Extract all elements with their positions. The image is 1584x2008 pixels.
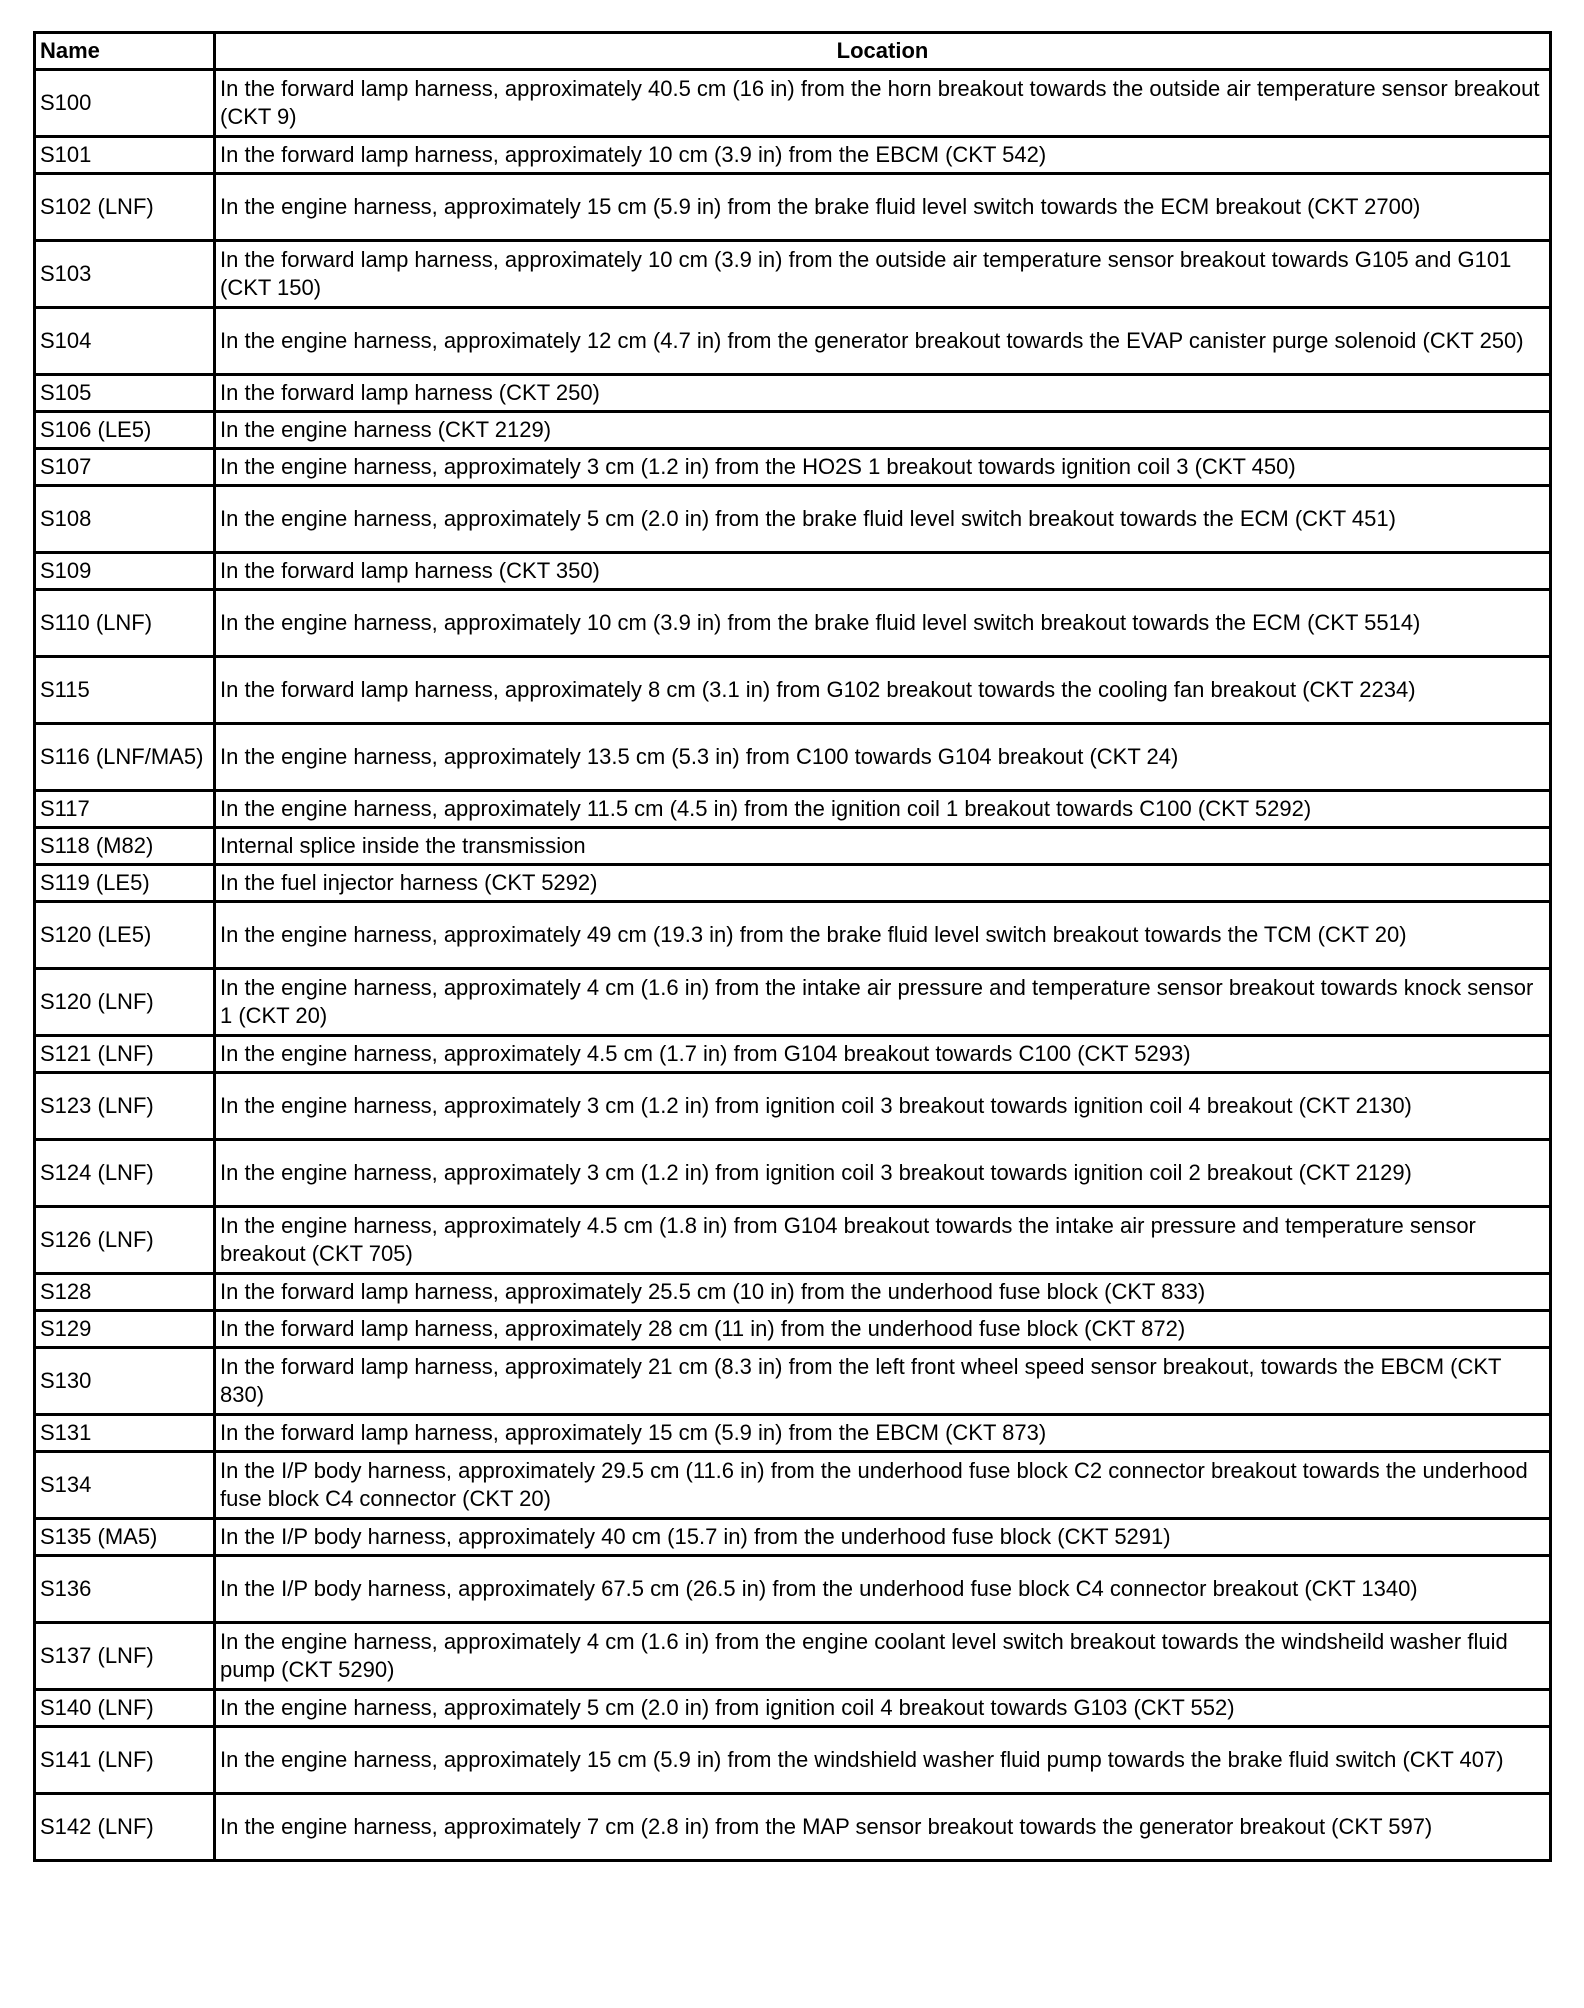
splice-location: In the forward lamp harness, approximately 25.5 cm (10 in) from the underhood fuse block (CKT 833) [215, 1274, 1551, 1311]
splice-location: In the engine harness, approximately 4.5 cm (1.8 in) from G104 breakout towards the intake air pressure and temperature sensor breakout (CKT 705) [215, 1207, 1551, 1274]
splice-name: S102 (LNF) [35, 174, 215, 241]
splice-name: S104 [35, 308, 215, 375]
splice-location: In the I/P body harness, approximately 29.5 cm (11.6 in) from the underhood fuse block C2 connector breakout towards the underhood fuse block C4 connector (CKT 20) [215, 1452, 1551, 1519]
splice-location: In the engine harness, approximately 5 cm (2.0 in) from the brake fluid level switch breakout towards the ECM (CKT 451) [215, 486, 1551, 553]
splice-location: In the forward lamp harness, approximately 28 cm (11 in) from the underhood fuse block (CKT 872) [215, 1311, 1551, 1348]
splice-location: In the engine harness, approximately 4 cm (1.6 in) from the intake air pressure and temperature sensor breakout towards knock sensor 1 (CKT 20) [215, 969, 1551, 1036]
table-row [35, 1556, 1551, 1623]
table-row [35, 1727, 1551, 1794]
table-row [35, 1415, 1551, 1452]
splice-name: S109 [35, 553, 215, 590]
table-row [35, 657, 1551, 724]
splice-name: S134 [35, 1452, 215, 1519]
splice-name: S135 (MA5) [35, 1519, 215, 1556]
splice-location: In the engine harness (CKT 2129) [215, 412, 1551, 449]
splice-location: In the forward lamp harness, approximately 8 cm (3.1 in) from G102 breakout towards the cooling fan breakout (CKT 2234) [215, 657, 1551, 724]
splice-name: S108 [35, 486, 215, 553]
splice-location: In the engine harness, approximately 49 cm (19.3 in) from the brake fluid level switch breakout towards the TCM (CKT 20) [215, 902, 1551, 969]
splice-name: S137 (LNF) [35, 1623, 215, 1690]
splice-name: S116 (LNF/MA5) [35, 724, 215, 791]
splice-name: S124 (LNF) [35, 1140, 215, 1207]
splice-location: In the engine harness, approximately 15 cm (5.9 in) from the windshield washer fluid pump towards the brake fluid switch (CKT 407) [215, 1727, 1551, 1794]
table-row [35, 865, 1551, 902]
splice-name: S131 [35, 1415, 215, 1452]
splice-name: S126 (LNF) [35, 1207, 215, 1274]
table-row [35, 724, 1551, 791]
table-row [35, 70, 1551, 137]
table-row [35, 486, 1551, 553]
table-row [35, 590, 1551, 657]
splice-location: In the forward lamp harness, approximately 10 cm (3.9 in) from the EBCM (CKT 542) [215, 137, 1551, 174]
splice-location: In the engine harness, approximately 4.5 cm (1.7 in) from G104 breakout towards C100 (CKT 5293) [215, 1036, 1551, 1073]
splice-name: S130 [35, 1348, 215, 1415]
splice-location: In the forward lamp harness (CKT 250) [215, 375, 1551, 412]
splice-name: S107 [35, 449, 215, 486]
splice-name: S103 [35, 241, 215, 308]
splice-name: S129 [35, 1311, 215, 1348]
splice-location-table [33, 31, 1552, 1862]
table-row [35, 1207, 1551, 1274]
splice-location: In the forward lamp harness, approximately 40.5 cm (16 in) from the horn breakout towards the outside air temperature sensor breakout (CKT 9) [215, 70, 1551, 137]
splice-name: S136 [35, 1556, 215, 1623]
splice-location: In the engine harness, approximately 11.5 cm (4.5 in) from the ignition coil 1 breakout towards C100 (CKT 5292) [215, 791, 1551, 828]
splice-location: In the engine harness, approximately 3 cm (1.2 in) from the HO2S 1 breakout towards ignition coil 3 (CKT 450) [215, 449, 1551, 486]
table-row [35, 137, 1551, 174]
table-row [35, 969, 1551, 1036]
splice-name: S101 [35, 137, 215, 174]
splice-name: S115 [35, 657, 215, 724]
splice-name: S110 (LNF) [35, 590, 215, 657]
splice-location: In the engine harness, approximately 7 cm (2.8 in) from the MAP sensor breakout towards the generator breakout (CKT 597) [215, 1794, 1551, 1861]
splice-location: In the engine harness, approximately 12 cm (4.7 in) from the generator breakout towards the EVAP canister purge solenoid (CKT 250) [215, 308, 1551, 375]
splice-name: S120 (LE5) [35, 902, 215, 969]
splice-location: In the I/P body harness, approximately 67.5 cm (26.5 in) from the underhood fuse block C4 connector breakout (CKT 1340) [215, 1556, 1551, 1623]
table-row [35, 1036, 1551, 1073]
table-row [35, 308, 1551, 375]
splice-location: In the engine harness, approximately 15 cm (5.9 in) from the brake fluid level switch towards the ECM breakout (CKT 2700) [215, 174, 1551, 241]
table-row [35, 1274, 1551, 1311]
table-row [35, 449, 1551, 486]
table-row [35, 1794, 1551, 1861]
table-row [35, 902, 1551, 969]
splice-location: In the forward lamp harness, approximately 15 cm (5.9 in) from the EBCM (CKT 873) [215, 1415, 1551, 1452]
table-row [35, 1073, 1551, 1140]
splice-location: In the engine harness, approximately 3 cm (1.2 in) from ignition coil 3 breakout towards ignition coil 4 breakout (CKT 2130) [215, 1073, 1551, 1140]
splice-name: S123 (LNF) [35, 1073, 215, 1140]
table-row [35, 1311, 1551, 1348]
splice-name: S119 (LE5) [35, 865, 215, 902]
location-column-header: Location [215, 33, 1551, 70]
table-row [35, 1519, 1551, 1556]
splice-name: S118 (M82) [35, 828, 215, 865]
table-row [35, 791, 1551, 828]
table-row [35, 553, 1551, 590]
splice-location: In the fuel injector harness (CKT 5292) [215, 865, 1551, 902]
table-row [35, 1452, 1551, 1519]
table-row [35, 1140, 1551, 1207]
splice-name: S128 [35, 1274, 215, 1311]
table-row [35, 1623, 1551, 1690]
splice-name: S121 (LNF) [35, 1036, 215, 1073]
table-header-row [35, 33, 1551, 70]
name-column-header: Name [35, 33, 215, 70]
splice-location: Internal splice inside the transmission [215, 828, 1551, 865]
table-row [35, 241, 1551, 308]
splice-name: S142 (LNF) [35, 1794, 215, 1861]
table-row [35, 375, 1551, 412]
splice-location: In the forward lamp harness (CKT 350) [215, 553, 1551, 590]
splice-location: In the I/P body harness, approximately 40 cm (15.7 in) from the underhood fuse block (CKT 5291) [215, 1519, 1551, 1556]
splice-name: S105 [35, 375, 215, 412]
splice-name: S140 (LNF) [35, 1690, 215, 1727]
table-row [35, 412, 1551, 449]
splice-location: In the engine harness, approximately 10 cm (3.9 in) from the brake fluid level switch breakout towards the ECM (CKT 5514) [215, 590, 1551, 657]
table-row [35, 1348, 1551, 1415]
splice-name: S100 [35, 70, 215, 137]
splice-location: In the engine harness, approximately 3 cm (1.2 in) from ignition coil 3 breakout towards ignition coil 2 breakout (CKT 2129) [215, 1140, 1551, 1207]
splice-location: In the forward lamp harness, approximately 10 cm (3.9 in) from the outside air temperature sensor breakout towards G105 and G101 (CKT 150) [215, 241, 1551, 308]
splice-name: S117 [35, 791, 215, 828]
table-row [35, 828, 1551, 865]
splice-location: In the engine harness, approximately 4 cm (1.6 in) from the engine coolant level switch breakout towards the windsheild washer fluid pump (CKT 5290) [215, 1623, 1551, 1690]
splice-location: In the forward lamp harness, approximately 21 cm (8.3 in) from the left front wheel speed sensor breakout, towards the EBCM (CKT 830) [215, 1348, 1551, 1415]
table-row [35, 174, 1551, 241]
splice-name: S120 (LNF) [35, 969, 215, 1036]
splice-name: S141 (LNF) [35, 1727, 215, 1794]
splice-name: S106 (LE5) [35, 412, 215, 449]
splice-location: In the engine harness, approximately 13.5 cm (5.3 in) from C100 towards G104 breakout (CKT 24) [215, 724, 1551, 791]
splice-location: In the engine harness, approximately 5 cm (2.0 in) from ignition coil 4 breakout towards G103 (CKT 552) [215, 1690, 1551, 1727]
table-row [35, 1690, 1551, 1727]
